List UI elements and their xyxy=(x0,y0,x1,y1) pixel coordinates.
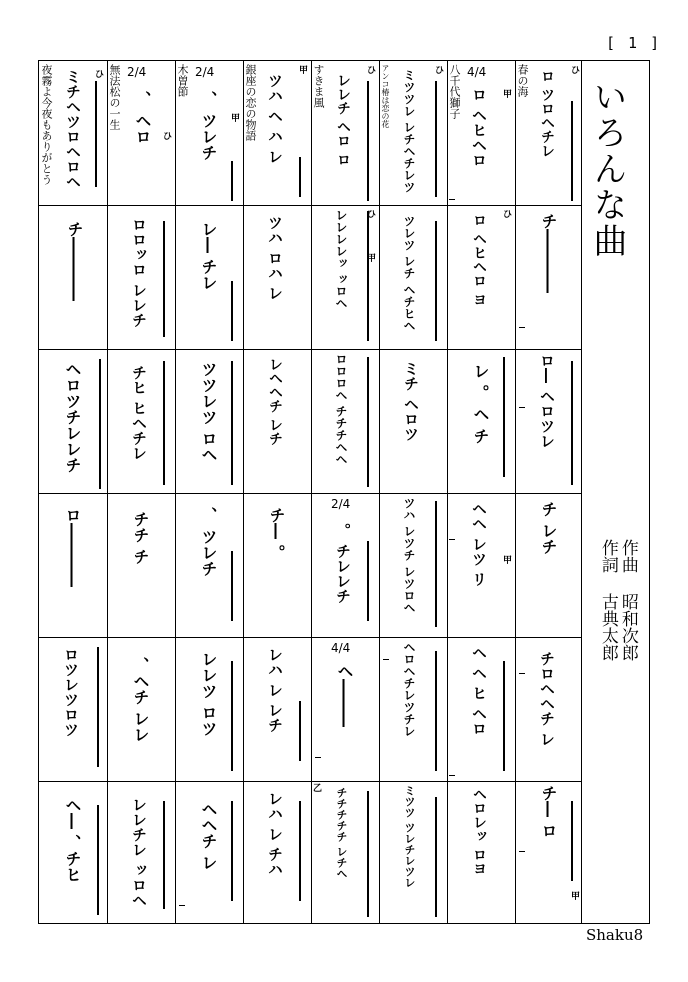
tick-mark xyxy=(179,905,185,906)
lyricist-name: 古典太郎 xyxy=(597,593,618,661)
row-divider xyxy=(39,349,581,350)
piece-title: 無法松の一生 xyxy=(108,64,121,130)
bar-line xyxy=(163,801,165,909)
bar-line xyxy=(299,701,301,761)
notation-cell: ヘ――― xyxy=(333,663,356,775)
row-divider xyxy=(39,781,581,782)
bar-line xyxy=(435,501,437,627)
bar-line xyxy=(435,797,437,917)
notation-cell: ツハ ロハ レ xyxy=(265,215,286,343)
notation-cell: ヘロツチレレチ xyxy=(61,361,84,489)
fingering-mark: ひ xyxy=(503,210,513,220)
fingering-mark: 乙 xyxy=(313,784,323,794)
tick-mark xyxy=(519,851,525,852)
fingering-mark: ひ xyxy=(367,66,377,76)
bar-line xyxy=(435,221,437,341)
bar-line xyxy=(367,791,369,917)
fingering-mark: ひ xyxy=(95,70,105,80)
notation-cell: ツハ ヘ ハ レ xyxy=(265,73,286,201)
column-divider xyxy=(515,61,516,923)
notation-cell: ミチ ヘロツ xyxy=(401,361,422,489)
notation-cell: ツハ レツチ レツロヘ xyxy=(401,497,418,631)
bar-line xyxy=(571,361,573,485)
piece-title: 銀座の恋の物語 xyxy=(244,64,257,141)
bar-line xyxy=(95,81,97,187)
notation-cell: ツツレツ ロヘ xyxy=(197,361,220,489)
bar-line xyxy=(97,647,99,767)
notation-cell: ロ―――― xyxy=(61,507,84,631)
column-divider xyxy=(447,61,448,923)
composer-name: 昭和次郎 xyxy=(617,593,638,661)
lyricist-label: 作詞 xyxy=(597,539,618,573)
notation-cell: ヘロヘチレツチレ xyxy=(401,641,418,775)
fingering-mark: ひ xyxy=(367,210,377,220)
time-signature: 4/4 xyxy=(467,65,487,79)
notation-cell: ロロッロ レレチ xyxy=(129,217,150,345)
time-signature: 2/4 xyxy=(127,65,147,79)
column-divider xyxy=(175,61,176,923)
notation-cell: ヘヘチ レ xyxy=(197,801,220,921)
notation-cell: チ―――― xyxy=(63,221,86,345)
notation-cell: レレレレッ ッロヘ xyxy=(333,209,350,345)
notation-cell: レレチレ ッロヘ xyxy=(129,797,150,921)
tick-mark xyxy=(519,407,525,408)
piece-title: 木曽節 xyxy=(176,64,189,97)
notation-cell: チ―――― xyxy=(537,213,560,345)
fingering-mark: ひ xyxy=(571,66,581,76)
bar-line xyxy=(231,661,233,771)
notation-cell: レハ レ レチ xyxy=(265,647,286,775)
fingering-mark: 甲 xyxy=(367,254,377,264)
piece-title: 春の海 xyxy=(516,64,529,97)
notation-cell: 、ヘチ レレ xyxy=(129,657,152,777)
notation-cell: ヘ ヘ ヒ ヘロ xyxy=(469,645,490,775)
notation-cell: 。 チレレチ xyxy=(333,523,354,631)
tick-mark xyxy=(519,673,525,674)
notation-cell: チチチチチ レチヘ xyxy=(333,787,349,921)
footer-text: Shaku8 xyxy=(586,926,644,944)
bar-line xyxy=(163,221,165,337)
fingering-mark: 甲 xyxy=(503,556,513,566)
time-signature: 4/4 xyxy=(331,641,351,655)
notation-cell: ミツツ ツレチレツレ xyxy=(401,785,417,921)
bar-line xyxy=(571,801,573,881)
notation-cell: レハ レ チハ xyxy=(265,791,286,921)
notation-cell: ミツツレ レチヘチレツ xyxy=(401,69,418,201)
notation-cell: レ 。 ヘ チ xyxy=(469,363,492,489)
notation-cell: レ― チレ xyxy=(197,221,220,345)
column-divider xyxy=(107,61,108,923)
notation-cell: ロ― ヘロツレ xyxy=(537,353,558,489)
notation-cell: ツレツ レチ ヘチヒヘ xyxy=(401,215,418,345)
tick-mark xyxy=(383,659,389,660)
tick-mark xyxy=(449,199,455,200)
bar-line xyxy=(97,805,99,915)
bar-line xyxy=(231,361,233,485)
notation-cell: チ レチ xyxy=(537,501,560,631)
row-divider xyxy=(39,637,581,638)
page-title: いろんな曲 xyxy=(587,79,627,259)
row-divider xyxy=(39,205,581,206)
piece-title: アンコ椿は恋の花 xyxy=(381,64,390,128)
notation-cell: 、 ヘロ xyxy=(131,91,154,201)
fingering-mark: 甲 xyxy=(231,114,241,124)
time-signature: 2/4 xyxy=(331,497,351,511)
fingering-mark: ひ xyxy=(435,66,445,76)
bar-line xyxy=(99,359,101,489)
bar-line xyxy=(231,281,233,341)
notation-cell: レヘヘチ レチ xyxy=(265,357,285,489)
notation-cell: レレチ ヘロ ロ xyxy=(333,73,353,201)
score-grid xyxy=(38,60,582,924)
notation-cell: チロヘヘチ レ xyxy=(537,651,558,775)
notation-cell: チ― 。 xyxy=(265,507,288,631)
bar-line xyxy=(367,81,369,201)
notation-cell: ロツレツロツ xyxy=(61,647,82,775)
bar-line xyxy=(503,661,505,771)
notation-cell: ヘロレッ ロヨ xyxy=(469,787,489,921)
column-divider xyxy=(243,61,244,923)
notation-cell: チチ チ xyxy=(129,511,152,631)
column-divider xyxy=(311,61,312,923)
piece-title: 夜霧よ今夜もありがとう xyxy=(40,64,53,185)
bar-line xyxy=(367,541,369,621)
title-panel xyxy=(582,60,650,924)
tick-mark xyxy=(315,757,321,758)
bar-line xyxy=(367,357,369,487)
notation-cell: ロ ヘヒヘロ ヨ xyxy=(469,213,489,345)
row-divider xyxy=(39,493,581,494)
bar-line xyxy=(367,211,369,341)
bar-line xyxy=(299,801,301,901)
tick-mark xyxy=(449,775,455,776)
bar-line xyxy=(299,157,301,197)
bar-line xyxy=(163,361,165,485)
bar-line xyxy=(503,357,505,477)
bar-line xyxy=(435,651,437,771)
notation-cell: ロ ヘヒヘロ xyxy=(469,87,490,201)
notation-cell: 、 ツレチ xyxy=(197,91,220,201)
bar-line xyxy=(231,551,233,621)
notation-cell: チヒ ヒヘチレ xyxy=(129,365,150,489)
composer-label: 作曲 xyxy=(617,539,638,573)
fingering-mark: ひ xyxy=(163,132,173,142)
fingering-mark: 甲 xyxy=(299,66,309,76)
notation-cell: ミチヘツロヘロヘ xyxy=(63,69,84,199)
piece-title: 八千代獅子 xyxy=(448,64,461,119)
time-signature: 2/4 xyxy=(195,65,215,79)
notation-cell: ヘヘ レツ リ xyxy=(469,501,490,631)
page-number: [ 1 ] xyxy=(606,34,662,52)
bar-line xyxy=(435,81,437,197)
notation-cell: ヘ― 、チヒ xyxy=(61,797,84,921)
tick-mark xyxy=(519,327,525,328)
fingering-mark: 甲 xyxy=(503,90,513,100)
notation-cell: 、 ツレチ xyxy=(197,507,220,631)
notation-cell: ロ ツロヘチレ xyxy=(537,69,557,201)
bar-line xyxy=(571,101,573,201)
tick-mark xyxy=(449,539,455,540)
bar-line xyxy=(231,801,233,901)
fingering-mark: 甲 xyxy=(571,892,581,902)
column-divider xyxy=(379,61,380,923)
notation-cell: ロロロヘ チチチヘヘ xyxy=(333,353,350,489)
notation-cell: レレツ ロツ xyxy=(197,651,220,775)
notation-cell: チ― ロ xyxy=(537,785,560,921)
bar-line xyxy=(231,161,233,201)
piece-title: すきま風 xyxy=(312,64,325,108)
